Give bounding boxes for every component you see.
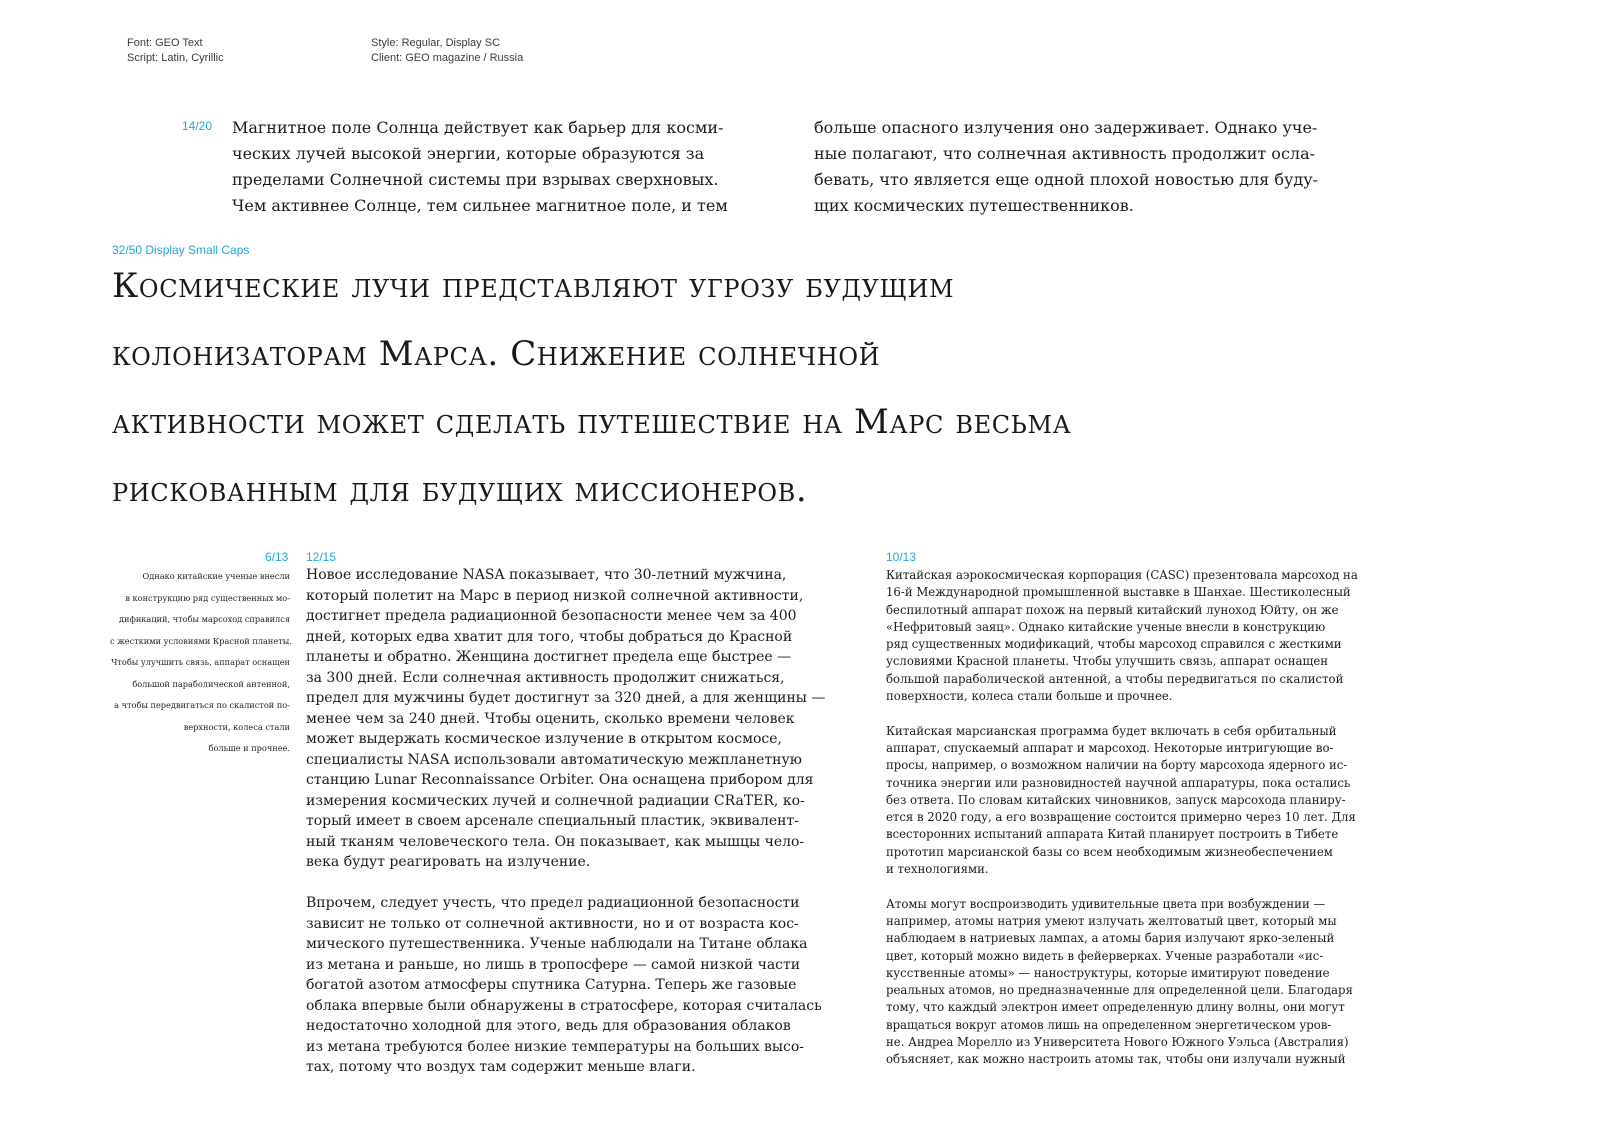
- side-line: дификаций, чтобы марсоход справился: [118, 614, 290, 624]
- right-line: наблюдаем в натриевых лампах, а атомы бария излучают ярко-зеленый: [886, 931, 1335, 946]
- main-line: века будут реагировать на излучение.: [306, 854, 591, 870]
- intro-line: ные полагают, что солнечная активность продолжит осла-: [814, 144, 1316, 163]
- main-line: Новое исследование NASA показывает, что 30-летний мужчина,: [306, 567, 787, 583]
- size-label-intro: 14/20: [182, 119, 213, 133]
- right-line: кусственные атомы» — наноструктуры, которые имитируют поведение: [886, 965, 1330, 980]
- main-line: планеты и обратно. Женщина достигнет предела еще быстрее —: [306, 649, 792, 665]
- side-column: [110, 566, 290, 760]
- headline-line: колонизаторам Марса. Снижение солнечной: [112, 334, 881, 374]
- right-line: реальных атомов, но предназначенные для определенной цели. Благодаря: [886, 983, 1353, 998]
- main-line: который полетит на Марс в период низкой солнечной активности,: [306, 587, 804, 604]
- right-line: вращаться вокруг атомов лишь на определенном энергетическом уров-: [886, 1017, 1332, 1032]
- main-line: Впрочем, следует учесть, что предел радиационной безопасности: [306, 895, 800, 911]
- main-line: измерения космических лучей и солнечной радиации CRaTER, ко-: [306, 792, 805, 809]
- main-line: специалисты NASA использовали автоматическую межпланетную: [306, 751, 802, 768]
- intro-line: щих космических путешественников.: [814, 196, 1134, 215]
- intro-line: бевать, что является еще одной плохой новостью для буду-: [814, 170, 1319, 189]
- spec-font: Font: GEO Text: [127, 37, 203, 49]
- main-line: достигнет предела радиационной безопасности менее чем за 400: [306, 608, 797, 624]
- main-line: тах, потому что воздух там содержит меньше влаги.: [306, 1059, 696, 1075]
- right-line: условиями Красной планеты. Чтобы улучшить связь, аппарат оснащен: [886, 654, 1329, 669]
- right-line: 16-й Международной промышленной выставке в Шанхае. Шестиколесный: [886, 585, 1351, 600]
- main-line: богатой азотом атмосферы спутника Сатурна. Теперь же газовые: [306, 977, 797, 993]
- right-line: и технологиями.: [886, 862, 989, 877]
- right-line: всесторонних испытаний аппарата Китай планирует построить в Тибете: [886, 827, 1339, 842]
- right-line: большой параболической антенной, а чтобы передвигаться по скалистой: [886, 671, 1344, 686]
- right-line: без ответа. По словам китайских чиновников, запуск марсохода планиру-: [886, 792, 1346, 807]
- right-line: тому, что каждый электрон имеет определенную длину волны, они могут: [886, 1000, 1345, 1015]
- right-line: ряд существенных модификаций, чтобы марсоход справился с жесткими: [886, 637, 1342, 652]
- right-line: точника энергии или разновидностей научной аппаратуры, пока остались: [886, 775, 1351, 790]
- right-line: поверхности, колеса стали больше и прочнее.: [886, 689, 1173, 704]
- right-column: [886, 567, 1358, 1069]
- main-line: за 300 дней. Если солнечная активность продолжит снижаться,: [306, 669, 785, 686]
- right-line: ется в 2020 году, а его возвращение состоится примерно через 10 лет. Для: [886, 810, 1356, 825]
- right-line: аппарат, спускаемый аппарат и марсоход. Некоторые интригующие во-: [886, 740, 1334, 755]
- main-line: предел для мужчины будет достигнут за 320 дней, а для женщины —: [306, 690, 826, 706]
- spec-style-client: [371, 36, 523, 66]
- intro-line: ческих лучей высокой энергии, которые образуются за: [232, 144, 705, 163]
- right-line: Китайская аэрокосмическая корпорация (CASC) презентовала марсоход на: [886, 568, 1358, 582]
- main-line: зависит не только от солнечной активности, но и от возраста кос-: [306, 915, 799, 932]
- paragraph-gap: [306, 873, 825, 894]
- right-line: не. Андреа Морелло из Университета Нового Южного Уэльса (Австралия): [886, 1035, 1349, 1050]
- main-line: станцию Lunar Reconnaissance Orbiter. Она оснащена прибором для: [306, 772, 814, 788]
- main-line: облака впервые были обнаружены в стратосфере, которая считалась: [306, 997, 822, 1014]
- size-label-side: 6/13: [265, 550, 289, 564]
- right-line: прототип марсианской базы со всем необходимым жизнеобеспечением: [886, 844, 1333, 859]
- right-line: Китайская марсианская программа будет включать в себя орбитальный: [886, 723, 1337, 738]
- main-line: ный тканям человеческого тела. Он показывает, как мышцы чело-: [306, 833, 805, 850]
- main-line: из метана и раньше, но лишь в тропосфере — самой низкой части: [306, 956, 801, 973]
- side-line: Однако китайские ученые внесли: [142, 571, 290, 581]
- main-column: [306, 565, 825, 1078]
- main-line: торый имеет в своем арсенале специальный пластик, эквивалент-: [306, 813, 799, 829]
- right-line: цвет, который можно видеть в фейерверках. Ученые разработали «ис-: [886, 948, 1324, 963]
- main-line: недостаточно холодной для этого, ведь для образования облаков: [306, 1018, 791, 1034]
- size-label-right: 10/13: [886, 550, 917, 564]
- main-line: из метана требуются более низкие температуры на больших высо-: [306, 1038, 805, 1055]
- main-line: дней, которых едва хватит для того, чтобы добраться до Красной: [306, 628, 793, 645]
- side-line: больше и прочнее.: [208, 743, 290, 753]
- size-label-main: 12/15: [306, 550, 337, 564]
- side-line: с жесткими условиями Красной планеты.: [110, 635, 292, 646]
- intro-line: Магнитное поле Солнца действует как барьер для косми-: [232, 118, 724, 137]
- intro-column-2: [814, 115, 1318, 219]
- spec-font-script: [127, 36, 224, 66]
- main-line: может выдержать космическое излучение в открытом космосе,: [306, 731, 782, 747]
- headline-line: Космические лучи представляют угрозу будущим: [112, 266, 955, 306]
- spec-style: Style: Regular, Display SC: [371, 37, 500, 49]
- paragraph-gap: [886, 878, 1358, 895]
- headline-line: активности может сделать путешествие на Марс весьма: [112, 402, 1072, 442]
- main-line: мического путешественника. Ученые наблюдали на Титане облака: [306, 936, 808, 952]
- right-line: объясняет, как можно настроить атомы так, чтобы они излучали нужный: [886, 1052, 1346, 1067]
- side-line: а чтобы передвигаться по скалистой по-: [114, 700, 290, 710]
- right-line: беспилотный аппарат похож на первый китайский луноход Юйту, он же: [886, 602, 1339, 617]
- intro-line: больше опасного излучения оно задерживает. Однако уче-: [814, 118, 1318, 137]
- right-line: например, атомы натрия умеют излучать желтоватый цвет, который мы: [886, 913, 1337, 928]
- intro-column-1: [232, 115, 728, 219]
- right-line: Атомы могут воспроизводить удивительные цвета при возбуждении —: [886, 896, 1326, 911]
- right-line: «Нефритовый заяц». Однако китайские ученые внесли в конструкцию: [886, 619, 1326, 634]
- side-line: в конструкцию ряд существенных мо-: [125, 592, 290, 603]
- intro-line: пределами Солнечной системы при взрывах сверхновых.: [232, 170, 719, 189]
- right-line: просы, например, о возможном наличии на борту марсохода ядерного ис-: [886, 758, 1348, 773]
- side-line: Чтобы улучшить связь, аппарат оснащен: [111, 657, 290, 667]
- spec-client: Client: GEO magazine / Russia: [371, 52, 524, 64]
- main-line: менее чем за 240 дней. Чтобы оценить, сколько времени человек: [306, 710, 795, 727]
- intro-line: Чем активнее Солнце, тем сильнее магнитное поле, и тем: [232, 196, 728, 215]
- side-line: верхности, колеса стали: [183, 721, 290, 732]
- headline-line: рискованным для будущих миссионеров.: [112, 470, 808, 510]
- size-label-headline: 32/50 Display Small Caps: [112, 243, 250, 257]
- spec-script: Script: Latin, Cyrillic: [127, 52, 224, 64]
- paragraph-gap: [886, 705, 1358, 722]
- side-line: большой параболической антенной,: [132, 678, 290, 689]
- headline: [112, 252, 1572, 524]
